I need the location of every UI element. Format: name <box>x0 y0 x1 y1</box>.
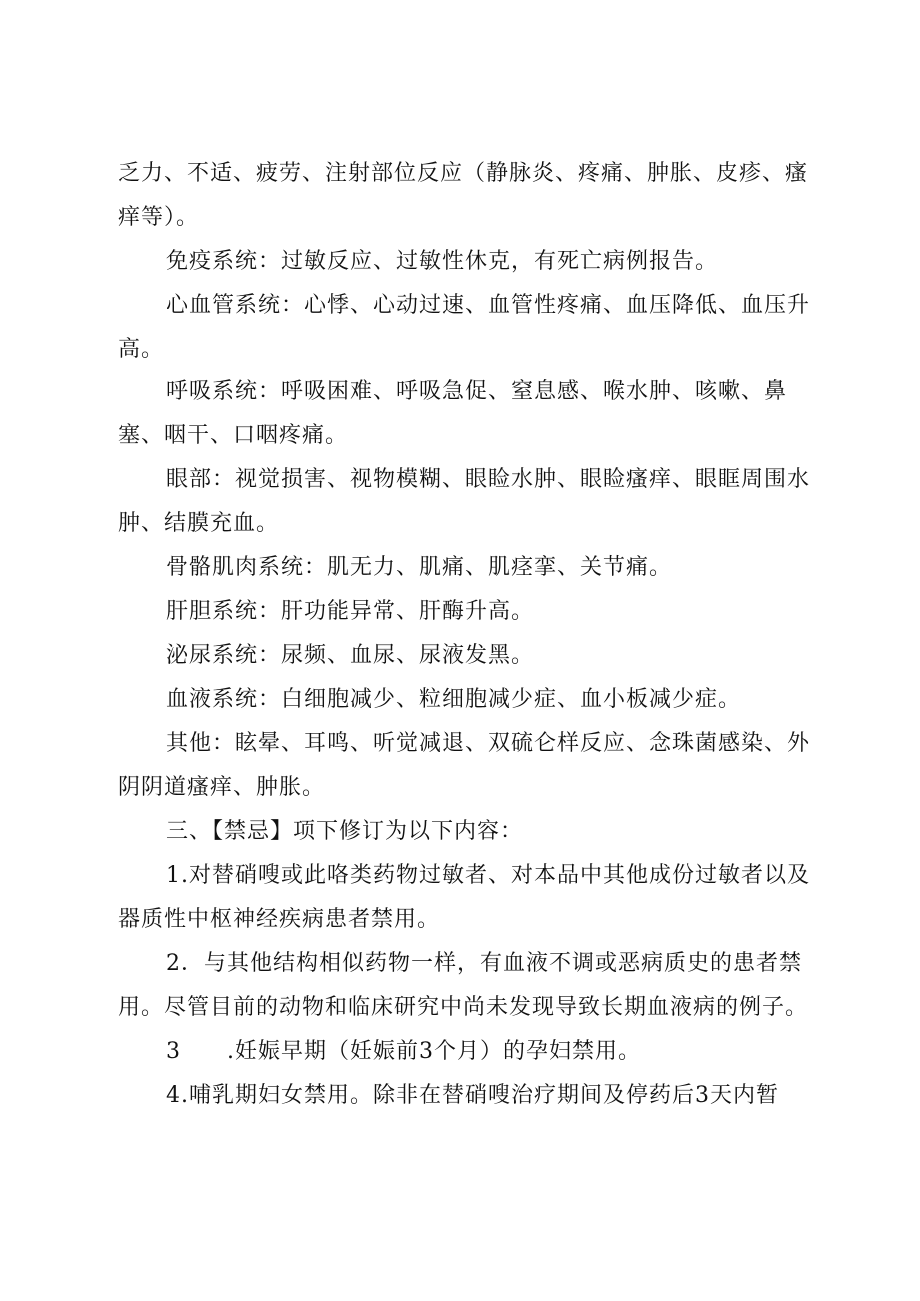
paragraph-side-effects-general: 乏力、不适、疲劳、注射部位反应（静脉炎、疼痛、肿胀、皮疹、瘙痒等）。 <box>118 161 809 230</box>
paragraph-eye: 眼部：视觉损害、视物模糊、眼睑水肿、眼睑瘙痒、眼眶周围水肿、结膜充血。 <box>118 467 811 536</box>
paragraph-blood-system: 血液系统：白细胞减少、粒细胞减少症、血小板减少症。 <box>166 687 742 712</box>
paragraph-respiratory-system: 呼吸系统：呼吸困难、呼吸急促、窒息感、喉水肿、咳嗽、鼻塞、咽干、口咽疼痛。 <box>118 379 788 448</box>
paragraph-cardiovascular-system: 心血管系统：心悸、心动过速、血管性疼痛、血压降低、血压升高。 <box>118 293 811 362</box>
section-heading-contraindications: 三、【禁忌】项下修订为以下内容： <box>166 819 524 844</box>
contraindication-item-2: 2．与其他结构相似药物一样，有血液不调或恶病质史的患者禁用。尽管目前的动物和临床研究中尚未发现导致长期血液病的例子。 <box>118 951 809 1020</box>
paragraph-other: 其他：眩晕、耳鸣、听觉减退、双硫仑样反应、念珠菌感染、外阴阴道瘙痒、肿胀。 <box>118 731 811 800</box>
paragraph-hepatobiliary-system: 肝胆系统：肝功能异常、肝酶升高。 <box>166 599 535 624</box>
paragraph-urinary-system: 泌尿系统：尿频、血尿、尿液发黑。 <box>166 643 535 668</box>
contraindication-item-1: 1.对替硝嗖或此咯类药物过敏者、对本品中其他成份过敏者以及器质性中枢神经疾病患者禁用。 <box>118 863 810 932</box>
paragraph-immune-system: 免疫系统：过敏反应、过敏性休克，有死亡病例报告。 <box>166 249 719 274</box>
paragraph-musculoskeletal-system: 骨骼肌肉系统：肌无力、肌痛、肌痉挛、关节痛。 <box>166 555 673 580</box>
contraindication-item-3: 3 .妊娠早期（妊娠前3个月）的孕妇禁用。 <box>166 1039 641 1064</box>
contraindication-item-4: 4.哺乳期妇女禁用。除非在替硝嗖治疗期间及停药后3天内暂 <box>166 1083 779 1108</box>
